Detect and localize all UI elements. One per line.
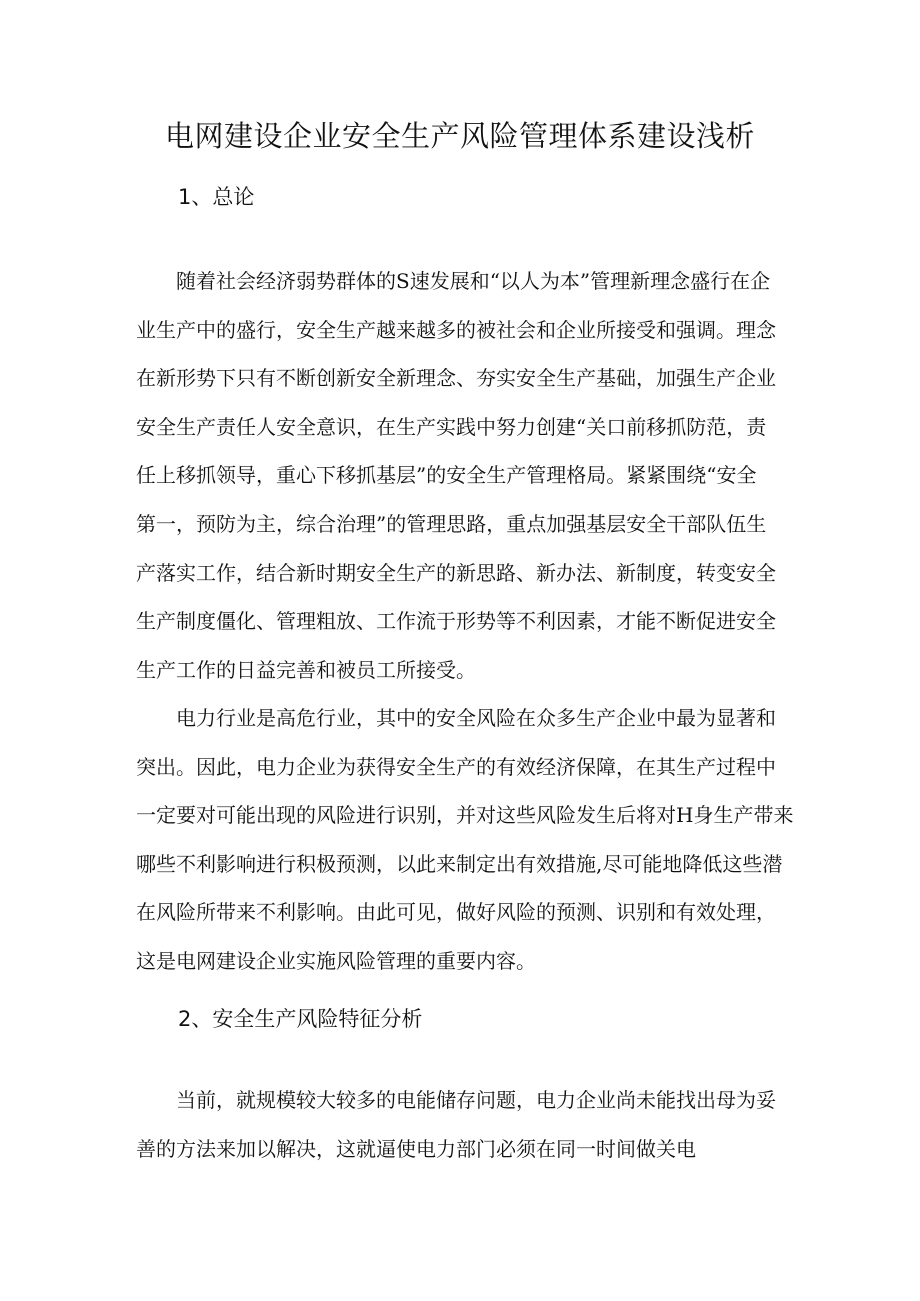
text-line: 在新形势下只有不断创新安全新理念、夯实安全生产基础，加强生产企业: [136, 366, 776, 391]
text-line: 生产制度僵化、管理粗放、工作流于形势等不利因素，才能不断促进安全: [136, 609, 776, 634]
text-line: 产落实工作，结合新时期安全生产的新思路、新办法、新制度，转变安全: [136, 560, 776, 585]
text-line: 这是电网建设企业实施风险管理的重要内容。: [136, 948, 536, 973]
text-line: 一定要对可能出现的风险进行识别，并对这些风险发生后将对H身生产带来: [136, 803, 794, 828]
text-line: 当前，就规模较大较多的电能储存问题，电力企业尚未能找出母为妥: [136, 1088, 776, 1112]
text-line: 任上移抓领导，重心下移抓基层”的安全生产管理格局。紧紧围绕“安全: [136, 463, 757, 488]
text-line: 业生产中的盛行，安全生产越来越多的被社会和企业所接受和强调。理念: [136, 317, 776, 342]
text-line: 突出。因此，电力企业为获得安全生产的有效经济保障，在其生产过程中: [136, 754, 776, 779]
document-title: 电网建设企业安全生产风险管理体系建设浅析: [164, 119, 755, 153]
text-line: 电力行业是高危行业，其中的安全风险在众多生产企业中最为显著和: [136, 706, 776, 730]
section-2-paragraph-1: [136, 1076, 786, 1173]
text-line: 善的方法来加以解决，这就逼使电力部门必须在同一时间做关电: [136, 1136, 696, 1161]
section-2-heading: 2、安全生产风险特征分析: [178, 1007, 423, 1031]
text-line: 哪些不利影响进行积极预测，以此来制定出有效措施,尽可能地降低这些潜: [136, 851, 783, 876]
text-line: 生产工作的日益完善和被员工所接受。: [136, 657, 476, 682]
section-1-paragraph-2: [136, 694, 794, 986]
text-line: 随着社会经济弱势群体的S速发展和“以人为本”管理新理念盛行在企: [136, 269, 771, 293]
text-line: 安全生产责任人安全意识，在生产实践中努力创建“关口前移抓防范，责: [136, 414, 767, 439]
text-line: 第一，预防为主，综合治理”的管理思路，重点加强基层安全干部队伍生: [136, 511, 767, 536]
section-1-paragraph-1: [136, 257, 786, 694]
section-1-heading: 1、总论: [178, 185, 255, 209]
text-line: 在风险所带来不利影响。由此可见，做好风险的预测、识别和有效处理，: [136, 900, 776, 925]
